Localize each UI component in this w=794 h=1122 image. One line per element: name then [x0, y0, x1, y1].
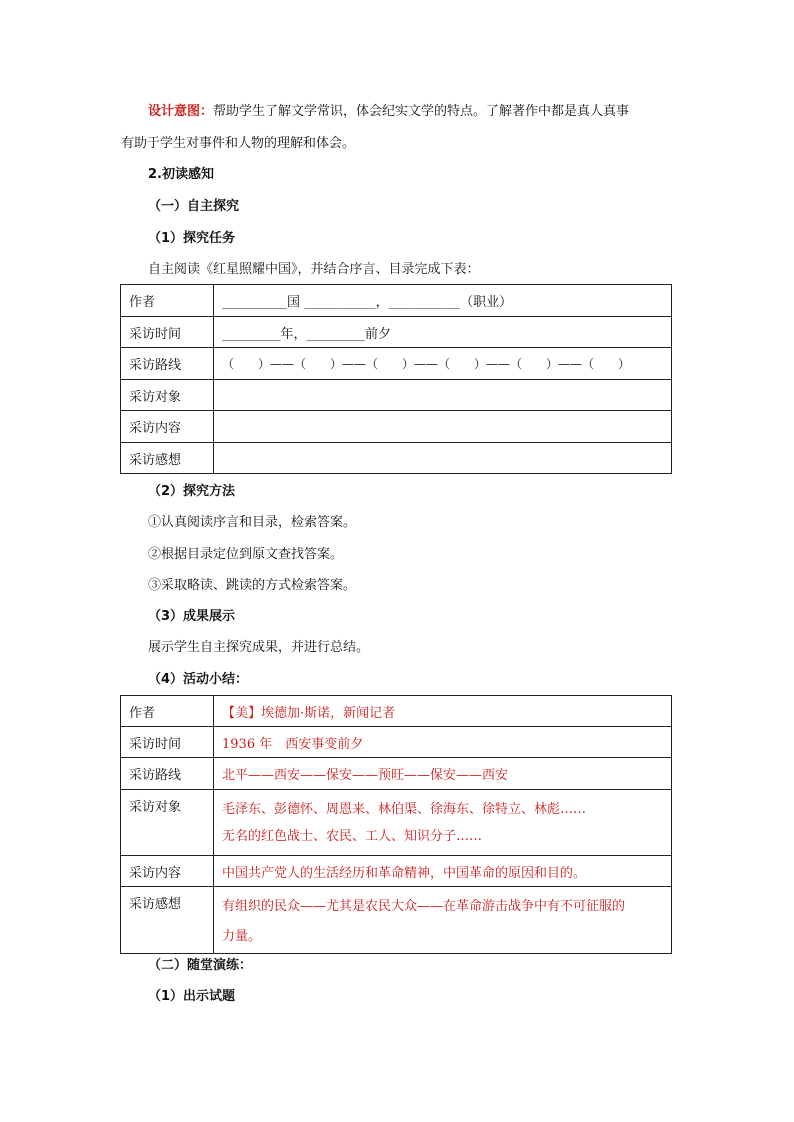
row-label: 采访时间: [121, 727, 214, 758]
table-row: [121, 790, 672, 856]
subjects-answer: [214, 790, 672, 856]
table-row: [121, 696, 672, 727]
feeling-line-2: 力量。: [222, 929, 262, 944]
feeling-fill-blank: [214, 443, 672, 474]
table-row: [121, 348, 672, 380]
summary-title: （4）活动小结：: [148, 672, 249, 687]
content-answer: 中国共产党人的生活经历和革命精神，中国革命的原因和目的。: [214, 856, 672, 887]
row-label: 作者: [121, 696, 214, 727]
part-2-title: （二）随堂演练：: [148, 958, 253, 973]
table-row: [121, 411, 672, 443]
author-fill-blank: __________国 ___________，___________（职业）: [214, 285, 672, 317]
task-title: （1）探究任务: [148, 231, 236, 246]
table-row: [121, 887, 672, 954]
table-row: [121, 285, 672, 317]
row-label: 采访内容: [121, 856, 214, 887]
method-item: ①认真阅读序言和目录，检索答案。: [148, 515, 357, 530]
row-label: 采访对象: [121, 790, 214, 856]
table-row: [121, 317, 672, 348]
table-row: [121, 380, 672, 411]
feeling-answer: [214, 887, 672, 954]
method-item: ③采取略读、跳读的方式检索答案。: [148, 578, 357, 593]
part-1-title: （一）自主探究: [148, 199, 240, 214]
route-answer: 北平——西安——保安——预旺——保安——西安: [214, 758, 672, 790]
row-label: 采访感想: [121, 887, 214, 954]
design-intent-label: 设计意图：: [148, 104, 214, 119]
feeling-line-1: 有组织的民众——尤其是农民大众——在革命游击战争中有不可征服的: [222, 899, 626, 914]
results-text: 展示学生自主探究成果，并进行总结。: [148, 640, 370, 655]
route-fill-blank: （ ）——（ ）——（ ）——（ ）——（ ）——（ ）: [214, 348, 672, 380]
design-intent-text-1: 帮助学生了解文学常识，体会纪实文学的特点。了解著作中都是真人真事: [213, 104, 630, 119]
row-label: 采访内容: [121, 411, 214, 443]
results-title: （3）成果展示: [148, 609, 236, 624]
table-row: [121, 758, 672, 790]
table-row: [121, 443, 672, 474]
task-instruction: 自主阅读《红星照耀中国》，并结合序言、目录完成下表：: [148, 262, 480, 277]
row-label: 采访路线: [121, 348, 214, 380]
exercise-title: （1）出示试题: [148, 989, 236, 1004]
design-intent-line-1: [148, 102, 629, 122]
section-2-title: 2.初读感知: [148, 167, 214, 182]
row-label: 采访路线: [121, 758, 214, 790]
row-label: 采访对象: [121, 380, 214, 411]
row-label: 作者: [121, 285, 214, 317]
method-title: （2）探究方法: [148, 484, 236, 499]
time-fill-blank: _________年，_________前夕: [214, 317, 672, 348]
method-item: ②根据目录定位到原文查找答案。: [148, 547, 344, 562]
row-label: 采访时间: [121, 317, 214, 348]
subjects-fill-blank: [214, 380, 672, 411]
row-label: 采访感想: [121, 443, 214, 474]
content-fill-blank: [214, 411, 672, 443]
blank-table: [120, 284, 672, 474]
table-row: [121, 856, 672, 887]
table-row: [121, 727, 672, 758]
time-answer: 1936 年 西安事变前夕: [214, 727, 672, 758]
subjects-line-2: 无名的红色战士、农民、工人、知识分子……: [222, 829, 483, 844]
subjects-line-1: 毛泽东、彭德怀、周恩来、林伯渠、徐海东、徐特立、林彪……: [222, 802, 587, 817]
design-intent-text-2: 有助于学生对事件和人物的理解和体会。: [121, 136, 356, 151]
answer-table: [120, 695, 672, 954]
author-answer: 【美】埃德加·斯诺，新闻记者: [214, 696, 672, 727]
